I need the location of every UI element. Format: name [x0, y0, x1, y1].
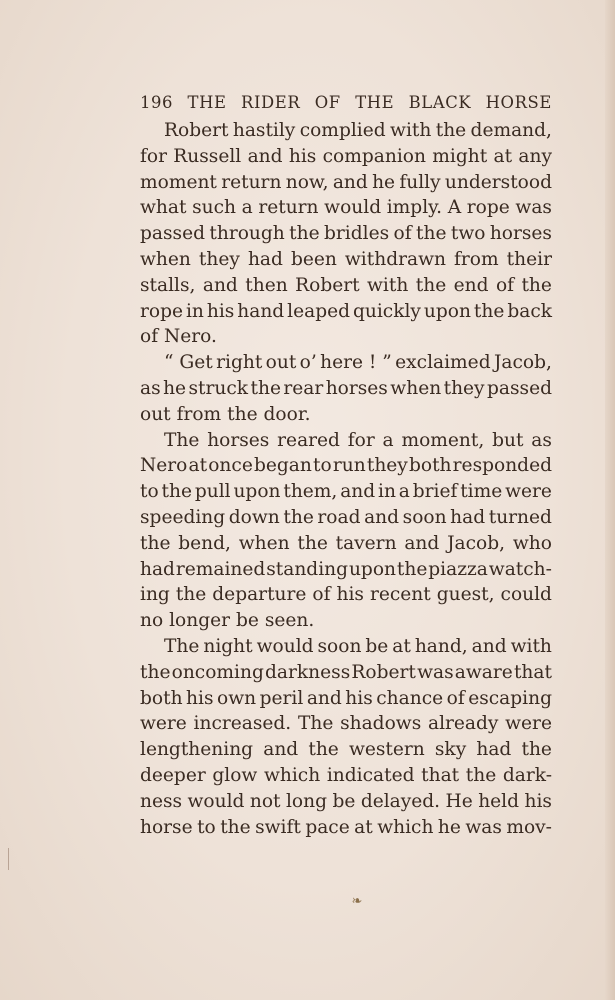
word: passed — [487, 377, 552, 399]
word: the — [521, 739, 552, 761]
word: understood — [444, 171, 552, 193]
word: of — [446, 687, 465, 709]
word: shadows — [340, 713, 422, 735]
word: be — [365, 635, 389, 657]
word: from — [454, 248, 499, 270]
word: quickly — [352, 300, 421, 322]
word: Robert — [164, 120, 229, 141]
word: his — [524, 790, 552, 812]
word: be — [235, 610, 259, 632]
word: rope — [140, 300, 183, 322]
word: bridles — [324, 223, 390, 245]
page-edge — [605, 0, 615, 1000]
word: he — [372, 171, 396, 193]
word: exclaimed — [395, 352, 491, 374]
text-line — [140, 402, 552, 428]
word: with — [390, 120, 432, 141]
running-title-word: OF — [314, 93, 341, 112]
word: had — [247, 248, 283, 270]
word: imply. — [386, 197, 443, 219]
word: the — [465, 764, 497, 786]
word: a — [382, 429, 394, 451]
word: the — [521, 274, 552, 296]
word: of — [495, 274, 515, 296]
word: would — [324, 197, 382, 219]
word: and — [332, 171, 368, 193]
word: of — [312, 584, 331, 606]
word: that — [421, 764, 460, 786]
word: now, — [285, 171, 329, 193]
word: watch- — [488, 558, 552, 580]
word: his — [206, 300, 235, 322]
word: to — [140, 481, 159, 503]
word: speeding — [140, 506, 226, 528]
word: piazza — [428, 558, 488, 580]
word: and — [202, 274, 238, 296]
word: any — [518, 145, 552, 167]
word: when — [238, 532, 290, 554]
word: for — [347, 429, 375, 451]
word: they — [366, 455, 408, 477]
word: sky — [434, 739, 467, 761]
word: end — [453, 274, 489, 296]
word: and — [263, 739, 299, 761]
word: delayed. — [360, 790, 441, 812]
running-title-word: BLACK — [408, 93, 472, 112]
text-line — [140, 118, 552, 144]
word: soon — [317, 635, 362, 657]
word: not — [249, 790, 281, 812]
word: the — [435, 120, 467, 141]
word: horses — [325, 377, 388, 399]
word: held — [478, 790, 520, 812]
word: two — [450, 223, 486, 245]
word: run — [332, 455, 366, 477]
word: A — [447, 197, 462, 219]
word: Robert — [351, 661, 416, 683]
word: the — [161, 481, 192, 503]
word: both — [140, 687, 183, 709]
word: withdrawn — [344, 248, 446, 270]
text-line — [140, 815, 552, 841]
word: o’ — [299, 352, 317, 374]
word: as — [140, 377, 161, 399]
word: and — [247, 145, 283, 167]
word: his — [186, 687, 214, 709]
word: in — [378, 481, 396, 503]
word: rope — [466, 197, 510, 219]
running-title-word: RIDER — [241, 93, 301, 112]
word: hand — [237, 300, 285, 322]
word: upon — [233, 481, 281, 503]
word: but — [492, 429, 524, 451]
word: hastily — [232, 120, 296, 141]
word: darkness — [265, 661, 351, 683]
word: the — [473, 300, 505, 322]
word: standing — [266, 558, 349, 580]
word: time — [460, 481, 503, 503]
word: of — [140, 326, 159, 348]
word: and — [471, 635, 507, 657]
running-header — [140, 88, 552, 118]
word: pace — [305, 816, 350, 838]
text-line — [140, 608, 552, 634]
word: when — [390, 377, 442, 399]
word: in — [185, 300, 204, 322]
word: recent — [369, 584, 431, 606]
body-text — [140, 118, 552, 840]
word: when — [140, 248, 191, 270]
word: be — [332, 790, 356, 812]
word: he — [163, 377, 187, 399]
word: was — [515, 197, 552, 219]
word: tavern — [335, 532, 397, 554]
word: upon — [423, 300, 471, 322]
word: and — [340, 481, 376, 503]
word: turned — [488, 506, 552, 528]
word: Nero — [140, 455, 188, 477]
word: the — [140, 661, 171, 683]
word: swift — [255, 816, 301, 838]
word: once — [208, 455, 253, 477]
word: which — [263, 764, 321, 786]
word: mov- — [506, 816, 552, 838]
word: the — [416, 223, 447, 245]
word: road — [317, 506, 361, 528]
word: then — [245, 274, 288, 296]
word: responded — [452, 455, 552, 477]
word: Robert — [295, 274, 360, 296]
running-title-word: THE — [187, 93, 227, 112]
word: upon — [348, 558, 396, 580]
text-line — [140, 686, 552, 712]
word: soon — [402, 506, 447, 528]
word: from — [176, 403, 222, 425]
word: and — [404, 532, 440, 554]
word: his — [336, 584, 364, 606]
text-line — [140, 195, 552, 221]
word: the — [220, 816, 251, 838]
word: companion — [322, 145, 426, 167]
word: both — [408, 455, 452, 477]
word: was — [417, 661, 454, 683]
word: their — [506, 248, 552, 270]
word: chance — [376, 687, 444, 709]
word: western — [348, 739, 425, 761]
text-line — [140, 660, 552, 686]
word: here ! ” — [320, 352, 392, 374]
word: lengthening — [140, 739, 254, 761]
word: night — [203, 635, 253, 657]
word: hand, — [414, 635, 468, 657]
word: back — [507, 300, 552, 322]
text-line — [140, 170, 552, 196]
word: right — [216, 352, 263, 374]
text-line — [140, 789, 552, 815]
text-line — [140, 711, 552, 737]
text-line — [140, 221, 552, 247]
word: to — [197, 816, 216, 838]
word: seen. — [264, 610, 315, 632]
word: at — [493, 145, 513, 167]
word: down — [228, 506, 280, 528]
word: glow — [212, 764, 258, 786]
word: out — [140, 403, 171, 425]
word: aware — [454, 661, 513, 683]
word: moment — [140, 171, 217, 193]
word: return — [258, 197, 319, 219]
word: deeper — [140, 764, 206, 786]
text-line — [140, 479, 552, 505]
word: own — [217, 687, 257, 709]
word: ness — [140, 790, 183, 812]
word: The — [164, 429, 200, 451]
word: his — [288, 145, 317, 167]
word: were — [140, 713, 187, 735]
text-line — [140, 144, 552, 170]
word: had — [450, 506, 486, 528]
word: horses — [207, 429, 270, 451]
word: were — [505, 713, 552, 735]
word: at — [354, 816, 373, 838]
word: the — [175, 584, 207, 606]
word: increased. — [193, 713, 292, 735]
word: were — [505, 481, 552, 503]
word: was — [465, 816, 502, 838]
word: dark- — [502, 764, 552, 786]
word: the — [140, 532, 171, 554]
word: at — [392, 635, 411, 657]
text-block — [140, 88, 552, 840]
word: longer — [169, 610, 231, 632]
word: horses — [489, 223, 552, 245]
word: which — [377, 816, 434, 838]
word: demand, — [470, 120, 552, 141]
text-line — [140, 453, 552, 479]
word: The — [297, 713, 334, 735]
word: through — [209, 223, 285, 245]
word: the — [308, 739, 339, 761]
word: ing — [140, 584, 170, 606]
word: rear — [283, 377, 324, 399]
text-line — [140, 376, 552, 402]
word: departure — [212, 584, 307, 606]
word: had — [476, 739, 512, 761]
word: them, — [283, 481, 338, 503]
word: indicated — [326, 764, 415, 786]
word: began — [253, 455, 312, 477]
word: at — [188, 455, 208, 477]
word: the — [283, 506, 314, 528]
text-line — [140, 737, 552, 763]
word: been — [290, 248, 337, 270]
word: the — [415, 274, 447, 296]
page-number: 196 — [140, 93, 174, 112]
word: He — [445, 790, 473, 812]
word: oncoming — [171, 661, 264, 683]
running-title-word: HORSE — [485, 93, 552, 112]
word: the — [289, 223, 320, 245]
word: passed — [140, 223, 205, 245]
word: as — [531, 429, 552, 451]
text-line — [140, 247, 552, 273]
word: would — [256, 635, 314, 657]
word: the — [250, 377, 281, 399]
text-line — [140, 428, 552, 454]
running-title-word: THE — [355, 93, 395, 112]
word: bend, — [178, 532, 231, 554]
word: escaping — [468, 687, 552, 709]
word: such — [192, 197, 236, 219]
word: pull — [194, 481, 231, 503]
word: his — [345, 687, 373, 709]
word: Jacob, — [447, 532, 506, 554]
word: had — [140, 558, 175, 580]
text-line — [140, 505, 552, 531]
word: the — [396, 558, 428, 580]
word: a — [398, 481, 410, 503]
word: the — [297, 532, 328, 554]
word: complied — [299, 120, 386, 141]
word: that — [513, 661, 552, 683]
word: struck — [188, 377, 249, 399]
word: The — [164, 635, 200, 657]
text-line — [140, 273, 552, 299]
text-line — [140, 763, 552, 789]
word: no — [140, 610, 164, 632]
word: out — [265, 352, 297, 374]
text-line — [140, 324, 552, 350]
text-line — [140, 582, 552, 608]
word: horse — [140, 816, 193, 838]
word: guest, — [436, 584, 495, 606]
word: a — [241, 197, 253, 219]
word: they — [443, 377, 485, 399]
word: might — [432, 145, 488, 167]
word: remained — [175, 558, 266, 580]
word: already — [427, 713, 499, 735]
word: moment, — [401, 429, 485, 451]
word: with — [367, 274, 409, 296]
word: Jacob, — [493, 352, 552, 374]
word: fully — [399, 171, 441, 193]
word: return — [221, 171, 282, 193]
word: with — [510, 635, 552, 657]
word: reared — [277, 429, 340, 451]
ornament-mark: ❧ — [351, 894, 363, 909]
text-line — [140, 350, 552, 376]
word: to — [313, 455, 332, 477]
text-line — [140, 634, 552, 660]
word: leaped — [287, 300, 351, 322]
word: brief — [412, 481, 458, 503]
margin-mark — [8, 848, 12, 870]
word: and — [364, 506, 400, 528]
word: of — [393, 223, 412, 245]
text-line — [140, 299, 552, 325]
word: who — [512, 532, 552, 554]
word: they — [198, 248, 240, 270]
word: stalls, — [140, 274, 196, 296]
word: and — [306, 687, 342, 709]
word: door. — [263, 403, 311, 425]
word: “ Get — [164, 352, 213, 374]
word: peril — [259, 687, 304, 709]
text-line — [140, 531, 552, 557]
word: long — [285, 790, 328, 812]
word: would — [187, 790, 245, 812]
text-line — [140, 557, 552, 583]
word: what — [140, 197, 187, 219]
word: for — [140, 145, 167, 167]
word: Russell — [173, 145, 242, 167]
word: he — [437, 816, 461, 838]
word: the — [227, 403, 258, 425]
word: could — [500, 584, 552, 606]
word: Nero. — [164, 326, 217, 348]
